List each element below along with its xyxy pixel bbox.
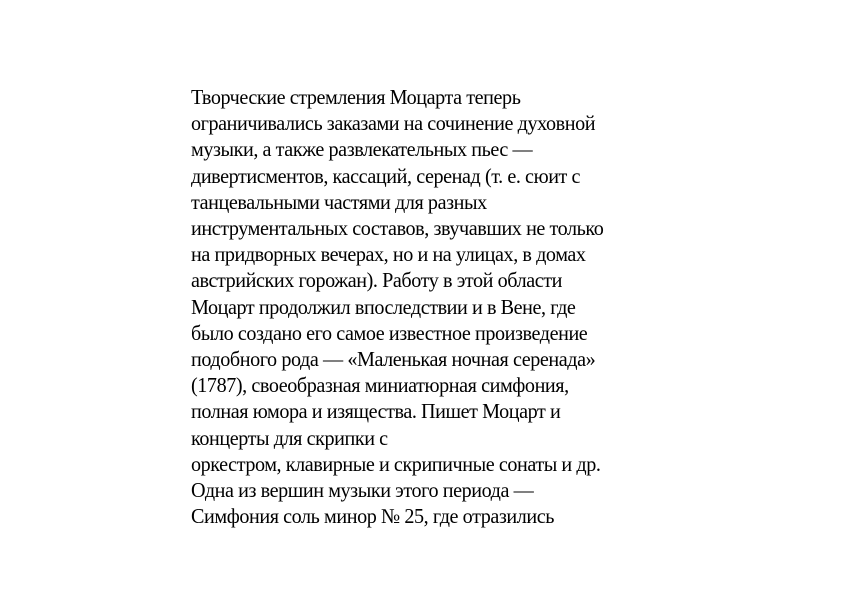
text-line: Творческие стремления Моцарта теперь: [191, 85, 521, 109]
text-line: австрийских горожан). Работу в этой области: [191, 268, 563, 293]
text-line: ограничивались заказами на сочинение духовной: [191, 111, 596, 136]
text-line: Одна из вершин музыки этого периода —: [191, 478, 534, 503]
text-line: музыки, а также развлекательных пьес —: [191, 137, 533, 162]
text-line: подобного рода — «Маленькая ночная серенада»: [191, 347, 596, 372]
text-line: инструментальных составов, звучавших не только: [191, 216, 604, 241]
text-line: было создано его самое известное произведение: [191, 320, 588, 345]
text-line: Симфония соль минор № 25, где отразились: [191, 504, 555, 529]
text-line: концерты для скрипки с: [191, 425, 388, 450]
text-line: Моцарт продолжил впоследствии и в Вене, где: [191, 294, 576, 319]
body-text: [191, 84, 671, 529]
text-line: танцевальными частями для разных: [191, 189, 487, 214]
text-line: полная юмора и изящества. Пишет Моцарт и: [191, 399, 561, 424]
text-line: дивертисментов, кассаций, серенад (т. е. сюит с: [191, 163, 581, 188]
text-line: на придворных вечерах, но и на улицах, в домах: [191, 242, 586, 267]
text-line: (1787), своеобразная миниатюрная симфония,: [191, 373, 569, 398]
text-line: оркестром, клавирные и скрипичные сонаты и др.: [191, 451, 601, 476]
